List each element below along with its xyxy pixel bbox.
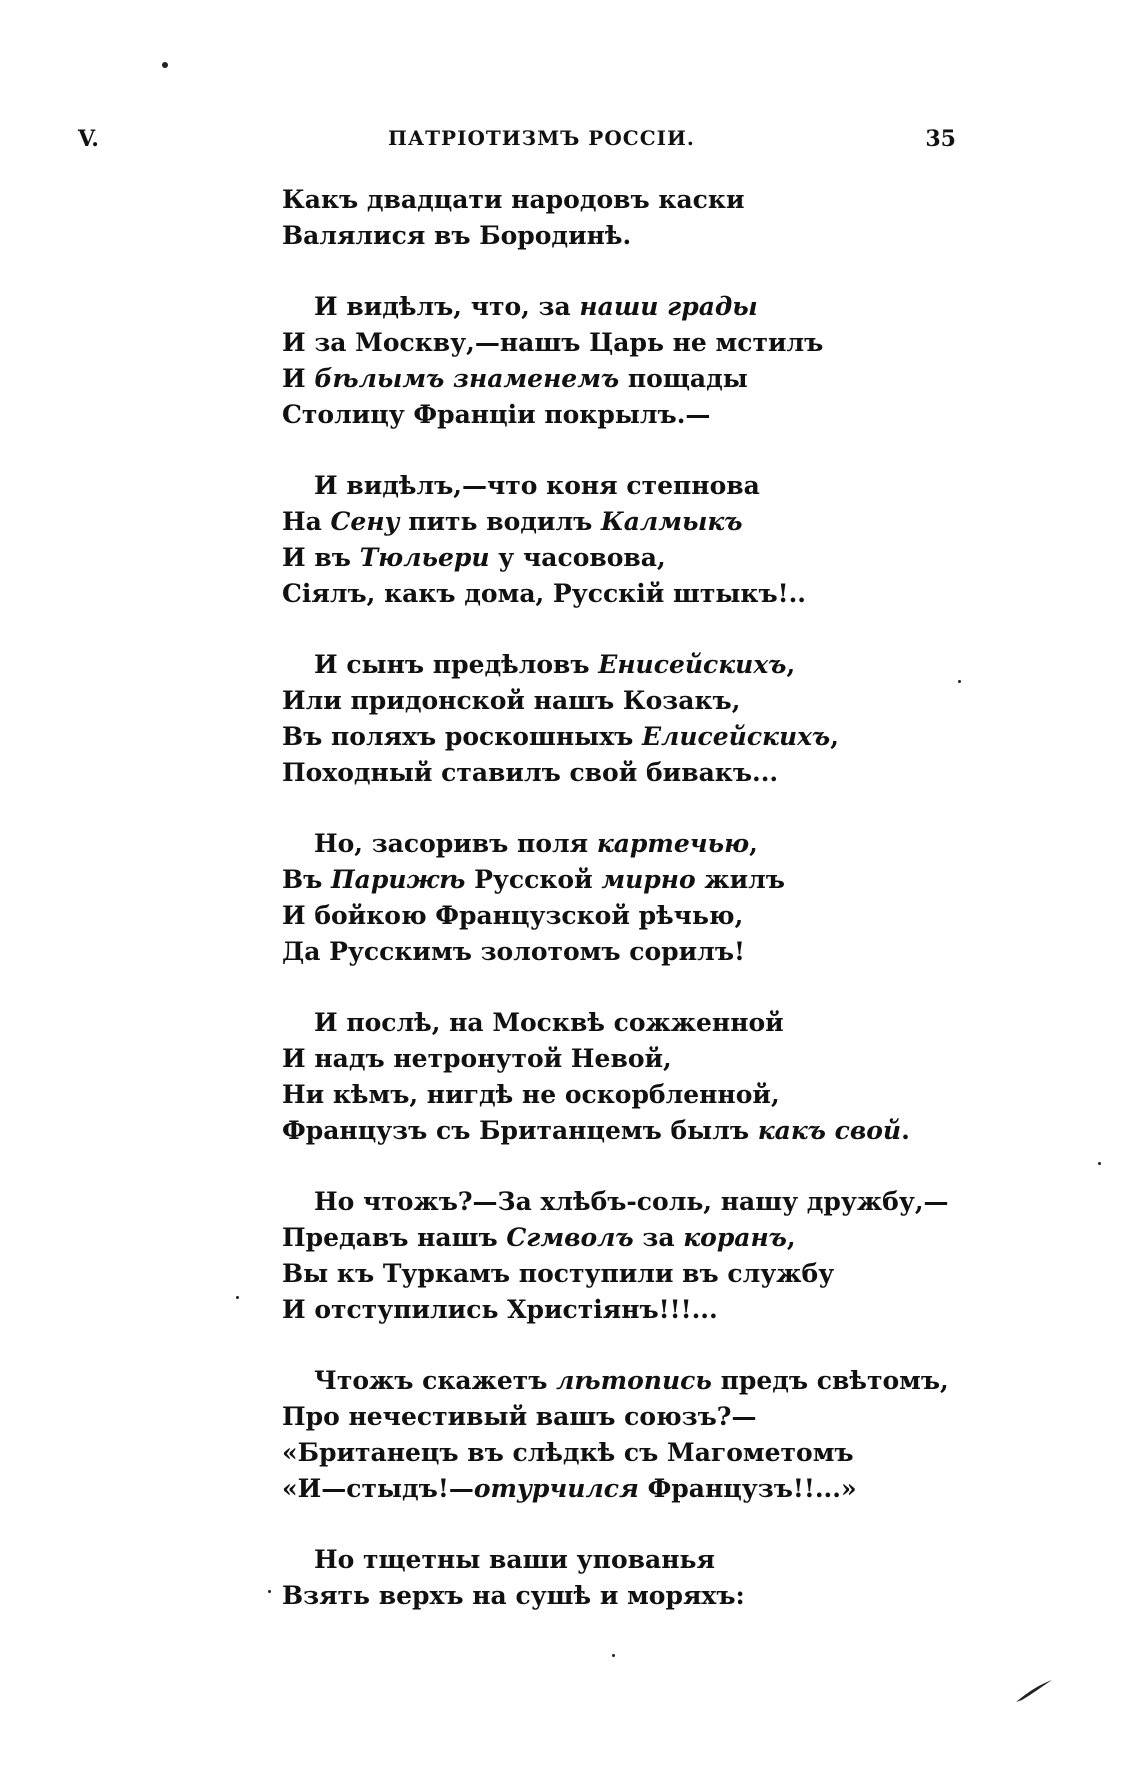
verse-text: Но чтожъ?—За хлѣбъ-соль, нашу дружбу,— <box>314 1187 949 1216</box>
verse-line <box>282 1184 949 1220</box>
verse-text: И послѣ, на Москвѣ сожженной <box>314 1008 784 1037</box>
ink-speck <box>958 680 961 683</box>
verse-text: «Британецъ въ слѣдкѣ съ Магометомъ <box>282 1438 854 1467</box>
verse-line <box>282 1399 922 1435</box>
verse-text: , <box>830 722 839 751</box>
verse-text: И видѣлъ, что, за <box>314 292 580 321</box>
ink-speck <box>236 1296 239 1299</box>
verse-line <box>282 218 922 254</box>
verse-text: И <box>282 364 315 393</box>
verse-text: Какъ двадцати народовъ каски <box>282 185 745 214</box>
running-title: ПАТРІОТИЗМЪ РОССІИ. <box>388 126 695 150</box>
verse-text: Но тщетны ваши упованья <box>314 1545 715 1574</box>
page-header <box>78 126 956 166</box>
verse-text: Ни кѣмъ, нигдѣ не оскорбленной, <box>282 1080 780 1109</box>
verse-line <box>282 1220 922 1256</box>
verse-text: за <box>633 1223 684 1252</box>
verse-line <box>282 826 922 862</box>
verse-text: предъ свѣтомъ, <box>711 1366 949 1395</box>
verse-line <box>282 504 922 540</box>
verse-line <box>282 683 922 719</box>
verse-line <box>282 647 922 683</box>
verse-text: Вы къ Туркамъ поступили въ службу <box>282 1259 835 1288</box>
verse-line <box>282 934 922 970</box>
verse-text: жилъ <box>695 865 785 894</box>
verse-text: И видѣлъ,—что коня степнова <box>314 471 760 500</box>
italic-text: Енисейскихъ <box>598 650 787 679</box>
verse-text: Русской <box>465 865 602 894</box>
verse-text: Но, засоривъ поля <box>314 829 597 858</box>
stanza <box>282 289 922 433</box>
verse-text: . <box>901 1116 910 1145</box>
verse-line <box>282 1041 922 1077</box>
verse-line <box>282 1471 922 1507</box>
stanza <box>282 1542 922 1614</box>
stanza <box>282 826 922 970</box>
verse-text: Или придонской нашъ Козакъ, <box>282 686 741 715</box>
verse-text: Про нечестивый вашъ союзъ?— <box>282 1402 757 1431</box>
italic-text: Калмыкъ <box>600 507 743 536</box>
italic-text: Тюльери <box>359 543 490 572</box>
verse-text: пощады <box>619 364 748 393</box>
verse-line <box>282 1292 922 1328</box>
verse-text: у часовова, <box>489 543 666 572</box>
verse-line <box>282 397 922 433</box>
ink-speck <box>162 62 168 68</box>
verse-text: пить водилъ <box>399 507 601 536</box>
verse-line <box>282 898 922 934</box>
verse-line <box>282 862 922 898</box>
stanza <box>282 647 922 791</box>
italic-text: Сену <box>330 507 400 536</box>
italic-text: лѣтопись <box>556 1366 712 1395</box>
page-number: 35 <box>925 126 956 152</box>
verse-line <box>282 540 922 576</box>
verse-text: Сіялъ, какъ дома, Русскій штыкъ!.. <box>282 579 806 608</box>
ink-speck <box>1098 1162 1101 1165</box>
verse-line <box>282 325 922 361</box>
verse-text: На <box>282 507 331 536</box>
italic-text: картечью <box>596 829 750 858</box>
verse-line <box>282 1363 949 1399</box>
italic-text: коранъ <box>683 1223 787 1252</box>
verse-line <box>282 361 922 397</box>
verse-text: И отступились Христіянъ!!!... <box>282 1295 718 1324</box>
italic-text: Сгмволъ <box>506 1223 634 1252</box>
verse-line <box>282 1256 922 1292</box>
verse-text: Предавъ нашъ <box>282 1223 507 1252</box>
verse-line <box>282 1542 922 1578</box>
ink-speck <box>268 1590 271 1593</box>
verse-line <box>282 468 922 504</box>
verse-line <box>282 755 922 791</box>
ink-stroke-mark <box>1014 1676 1054 1706</box>
verse-line <box>282 1005 922 1041</box>
verse-line <box>282 576 922 612</box>
italic-text: мирно <box>601 865 696 894</box>
verse-text: Въ <box>282 865 332 894</box>
verse-text: , <box>786 1223 796 1252</box>
verse-line <box>282 1578 922 1614</box>
verse-text: Столицу Франціи покрылъ.— <box>282 400 711 429</box>
verse-text: Валялися въ Бородинѣ. <box>282 221 632 250</box>
verse-line <box>282 719 922 755</box>
italic-text: Елисейскихъ <box>642 722 831 751</box>
verse-text: И бойкою Французской рѣчью, <box>282 901 744 930</box>
stanza <box>282 182 922 254</box>
stanza <box>282 1005 922 1149</box>
italic-text: какъ свой <box>757 1116 902 1145</box>
stanza <box>282 1363 949 1507</box>
verse-text: , <box>749 829 758 858</box>
verse-text: И надъ нетронутой Невой, <box>282 1044 672 1073</box>
italic-text: отурчился <box>473 1474 639 1503</box>
verse-text: И въ <box>282 543 360 572</box>
verse-text: И сынъ предѣловъ <box>314 650 599 679</box>
stanza <box>282 468 922 612</box>
stanza <box>282 1184 949 1328</box>
verse-line <box>282 289 922 325</box>
verse-text: «И—стыдъ!— <box>282 1474 474 1503</box>
italic-text: наши грады <box>579 292 758 321</box>
verse-line <box>282 182 922 218</box>
verse-text: И за Москву,—нашъ Царь не мстилъ <box>282 328 824 357</box>
verse-text: Чтожъ скажетъ <box>314 1366 557 1395</box>
verse-text: Французъ съ Британцемъ былъ <box>282 1116 758 1145</box>
verse-text: Взять верхъ на сушѣ и моряхъ: <box>282 1581 745 1610</box>
verse-text: , <box>786 650 796 679</box>
verse-line <box>282 1077 922 1113</box>
verse-text: Походный ставилъ свой бивакъ... <box>282 758 779 787</box>
verse-text: Въ поляхъ роскошныхъ <box>282 722 642 751</box>
verse-text: Французъ!!...» <box>638 1474 857 1503</box>
verse-line <box>282 1113 922 1149</box>
section-number: V. <box>78 126 99 152</box>
italic-text: Парижѣ <box>331 865 466 894</box>
italic-text: бѣлымъ знаменемъ <box>314 364 620 393</box>
verse-text: Да Русскимъ золотомъ сорилъ! <box>282 937 745 966</box>
poem-body <box>282 182 949 1649</box>
verse-line <box>282 1435 922 1471</box>
ink-speck <box>612 1654 615 1657</box>
